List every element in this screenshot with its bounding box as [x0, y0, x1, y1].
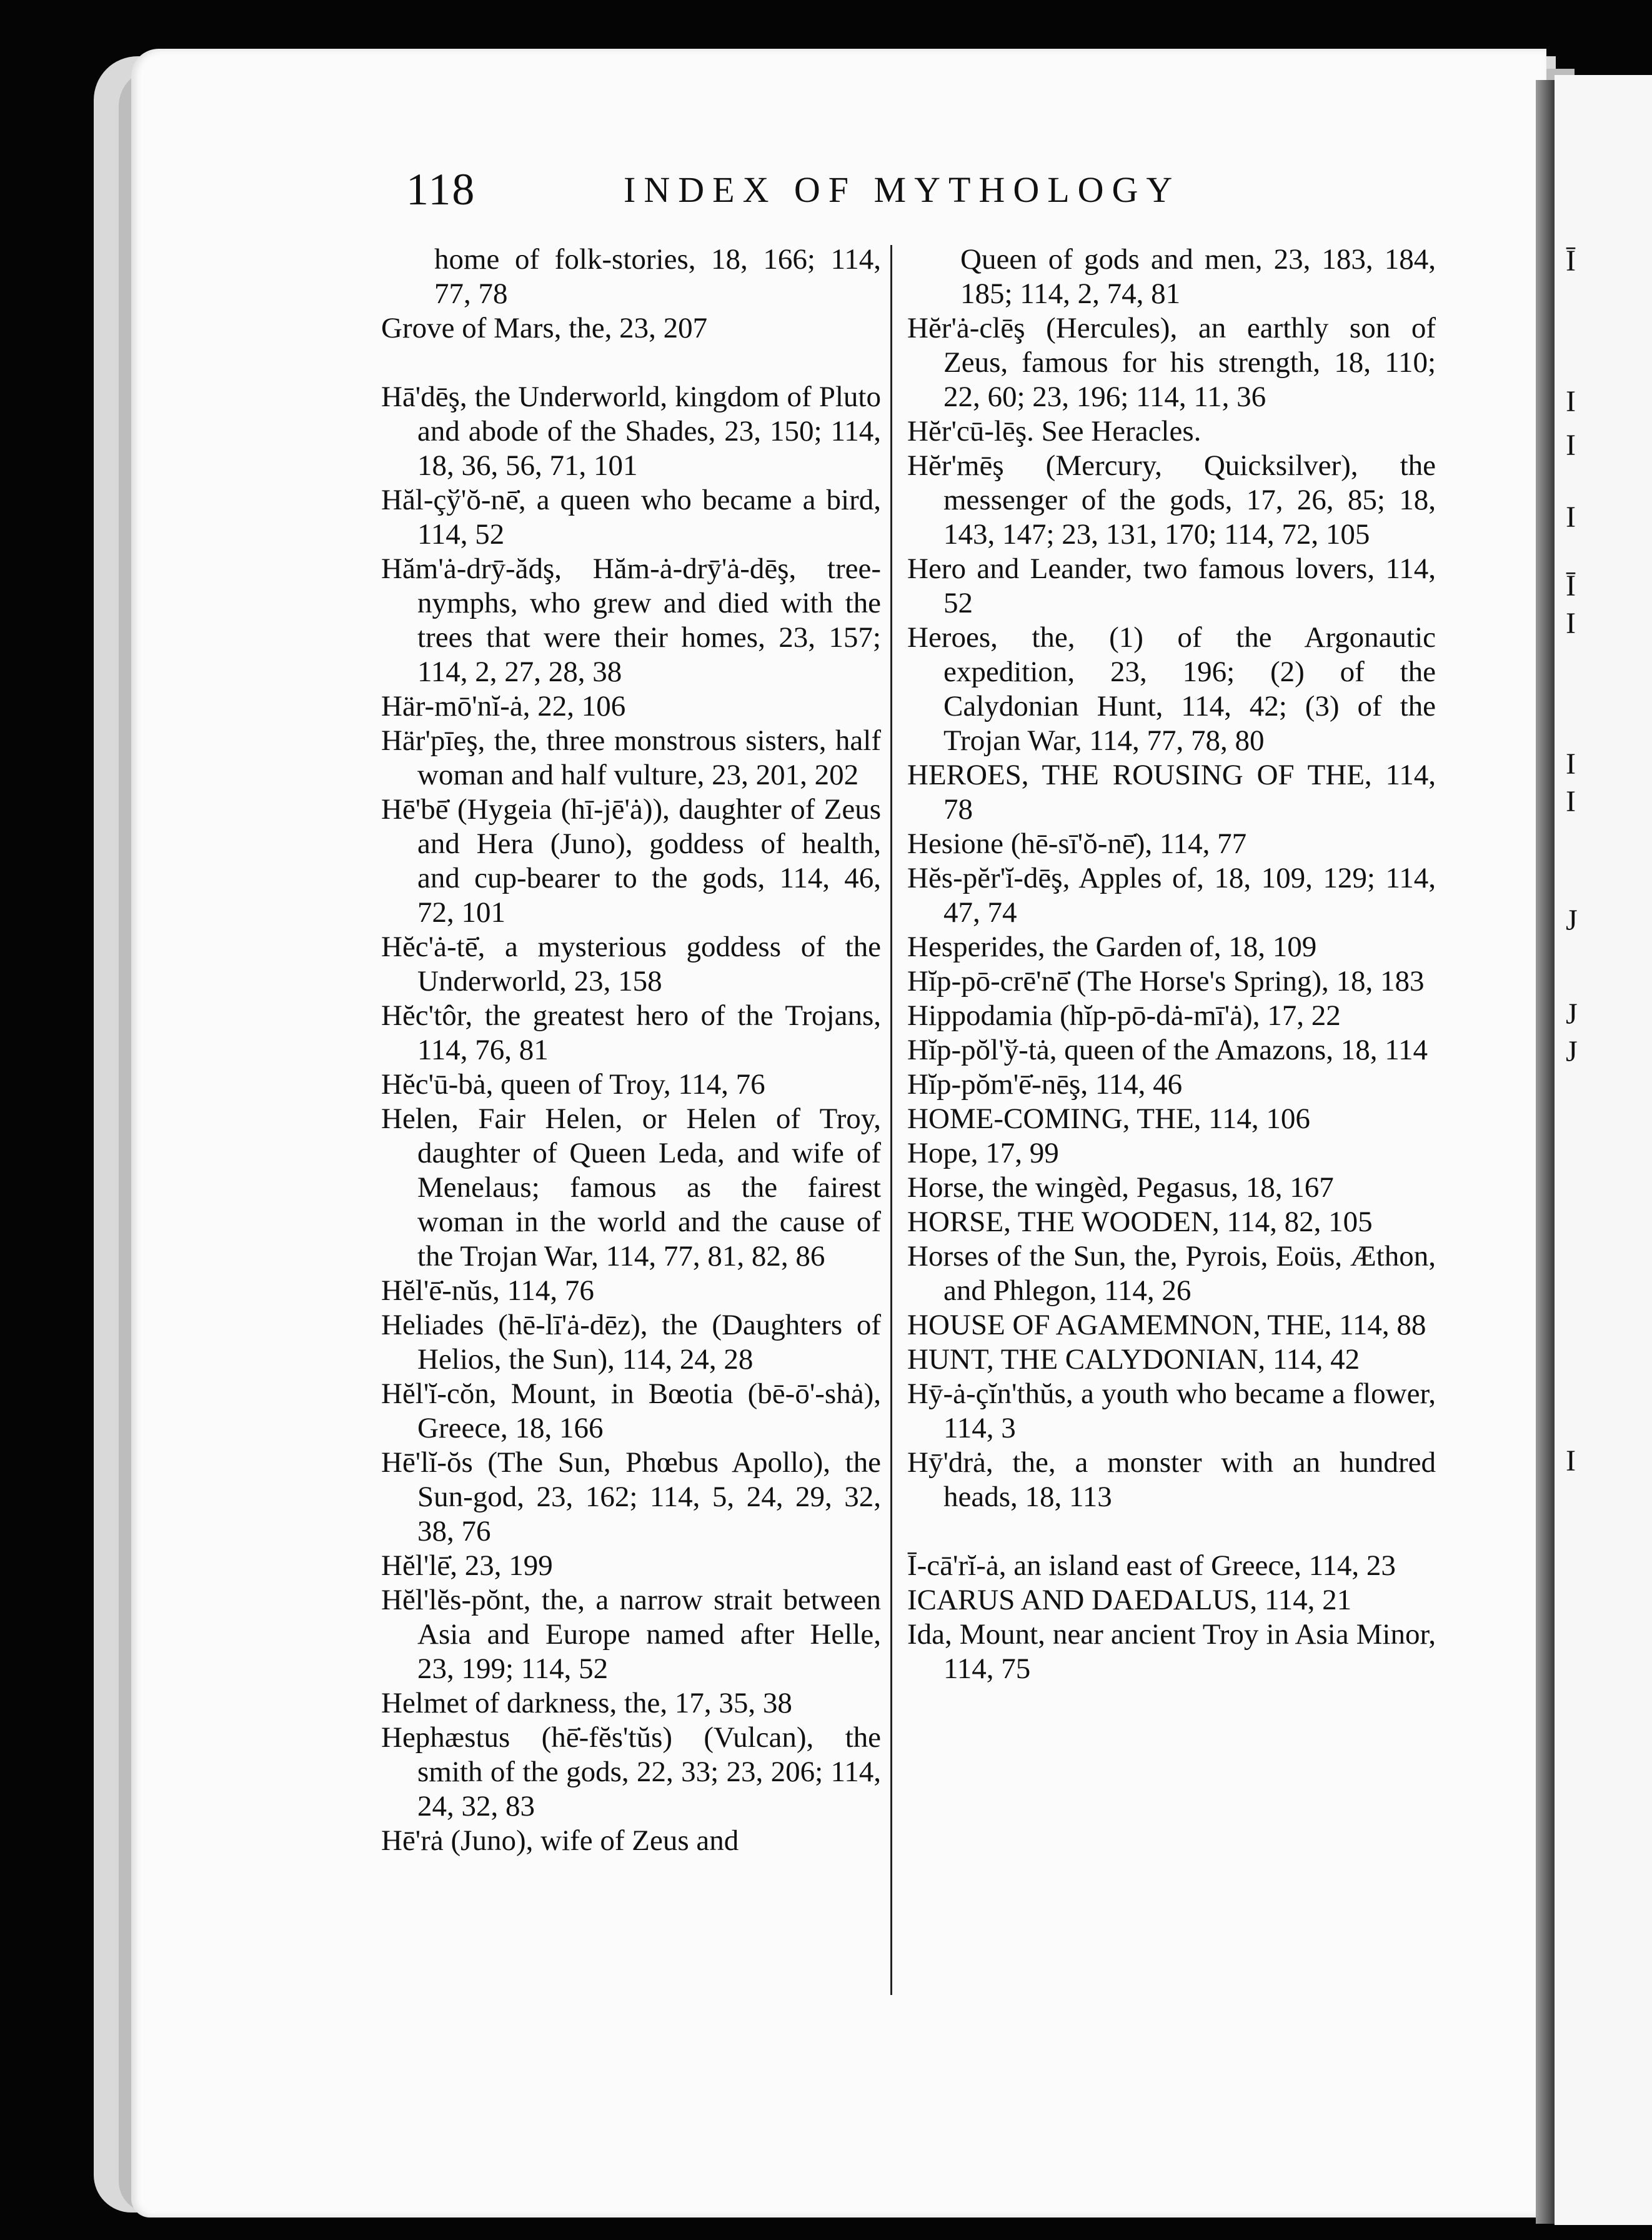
margin-fragment: I [1566, 385, 1576, 418]
index-entry: Hĕc'tôr, the greatest hero of the Trojans, 114, 76, 81 [381, 999, 881, 1066]
margin-fragment: Ī [1566, 244, 1576, 278]
index-entry: Hā'dēş, the Underworld, kingdom of Pluto and abode of the Shades, 23, 150; 114, 18, 36, 56, 71, 101 [381, 381, 881, 482]
index-entry: Queen of gods and men, 23, 183, 184, 185; 114, 2, 74, 81 [960, 243, 1436, 310]
margin-fragment: Ī [1566, 569, 1576, 602]
index-entry: Hē'rȧ (Juno), wife of Zeus and [381, 1824, 739, 1857]
index-entry: HOUSE OF AGAMEMNON, THE, 114, 88 [907, 1309, 1426, 1341]
margin-fragment: I [1566, 501, 1576, 534]
margin-fragment: I [1566, 1444, 1576, 1478]
index-entry: Ī-cā'rĭ-ȧ, an island east of Greece, 114, 23 [907, 1549, 1396, 1582]
margin-fragment: I [1566, 607, 1576, 640]
index-entry: Hĭp-pŏl'ў-tȧ, queen of the Amazons, 18, 114 [907, 1034, 1428, 1066]
index-entry: Hĕr'mēş (Mercury, Quicksilver), the messenger of the gods, 17, 26, 85; 18, 143, 147; 23, 131, 170; 114, 72, 105 [907, 449, 1436, 551]
margin-fragment: J [1566, 904, 1578, 937]
index-entry: HOME-COMING, THE, 114, 106 [907, 1102, 1310, 1135]
index-entry: Heliades (hē-lī'ȧ-dēz), the (Daughters of Helios, the Sun), 114, 24, 28 [381, 1309, 881, 1376]
index-entry: Hesione (hē-sī'ŏ-nē̇), 114, 77 [907, 828, 1247, 860]
index-entry: Hē'bē̇ (Hygeia (hī-jē'ȧ)), daughter of Zeus and Hera (Juno), goddess of health, and cup-bearer to the gods, 114, 46, 72, 101 [381, 793, 881, 929]
page-title: INDEX OF MYTHOLOGY [624, 169, 1181, 210]
margin-fragment: I [1566, 748, 1576, 781]
index-entry: Hĕl'ē̇-nŭs, 114, 76 [381, 1274, 594, 1307]
index-entry: Hephæstus (hē̇-fĕs'tŭs) (Vulcan), the smith of the gods, 22, 33; 23, 206; 114, 24, 32, 83 [381, 1721, 881, 1822]
index-entry: Hăm'ȧ-drȳ-ădş, Hăm-ȧ-drȳ'ȧ-dēş, tree-nymphs, who grew and died with the trees that were their homes, 23, 157; 114, 2, 27, 28, 38 [381, 552, 881, 688]
index-entry: Hero and Leander, two famous lovers, 114, 52 [907, 552, 1436, 619]
index-entry: Hĕl'lē̇, 23, 199 [381, 1549, 553, 1582]
index-entry: Hĕr'ȧ-clēş (Hercules), an earthly son of Zeus, famous for his strength, 18, 110; 22, 60; 23, 196; 114, 11, 36 [907, 312, 1436, 413]
page-number: 118 [406, 164, 476, 214]
index-entry: Hȳ'drȧ, the, a monster with an hundred heads, 18, 113 [907, 1446, 1436, 1513]
margin-fragment: I [1566, 785, 1576, 818]
index-entry: Hĕs-pĕr'ĭ-dēş, Apples of, 18, 109, 129; 114, 47, 74 [907, 862, 1436, 929]
index-entry: Heroes, the, (1) of the Argonautic expedition, 23, 196; (2) of the Calydonian Hunt, 114, 42; (3) of the Trojan War, 114, 77, 78, 80 [907, 621, 1436, 757]
index-entry: HUNT, THE CALYDONIAN, 114, 42 [907, 1343, 1360, 1376]
index-entry: Horses of the Sun, the, Pyrois, Eoüs, Æthon, and Phlegon, 114, 26 [907, 1240, 1436, 1307]
index-entry: Grove of Mars, the, 23, 207 [381, 312, 708, 344]
index-entry: home of folk-stories, 18, 166; 114, 77, 78 [434, 243, 881, 310]
index-entry: Hĕl'lĕs-pŏnt, the, a narrow strait between Asia and Europe named after Helle, 23, 199; 114, 52 [381, 1584, 881, 1685]
margin-fragment: J [1566, 1035, 1578, 1068]
margin-fragment: I [1566, 429, 1576, 462]
index-column-left [381, 242, 881, 1858]
page-gutter-shadow [1536, 80, 1555, 2224]
index-column-right [907, 242, 1436, 1686]
facing-page-strip [1555, 75, 1652, 2225]
index-entry: Hesperides, the Garden of, 18, 109 [907, 931, 1317, 963]
index-entry: HORSE, THE WOODEN, 114, 82, 105 [907, 1206, 1373, 1238]
index-entry: HEROES, THE ROUSING OF THE, 114, 78 [907, 759, 1436, 826]
index-entry: Hĕl'ĭ-cŏn, Mount, in Bœotia (bē-ō'-shȧ), Greece, 18, 166 [381, 1378, 881, 1444]
column-divider [890, 245, 892, 1995]
index-entry: Helen, Fair Helen, or Helen of Troy, daughter of Queen Leda, and wife of Menelaus; famous as the fairest woman in the world and the cause of the Trojan War, 114, 77, 81, 82, 86 [381, 1102, 881, 1272]
index-entry: Ida, Mount, near ancient Troy in Asia Minor, 114, 75 [907, 1618, 1436, 1685]
index-entry: Här-mō'nĭ-ȧ, 22, 106 [381, 690, 626, 722]
index-entry: Hăl-çў'ŏ-nē̇, a queen who became a bird, 114, 52 [381, 484, 881, 551]
index-entry: Hȳ-ȧ-çĭn'thŭs, a youth who became a flower, 114, 3 [907, 1378, 1436, 1444]
index-entry: Hĕr'cū-lēş. See Heracles. [907, 415, 1202, 448]
index-entry: ICARUS AND DAEDALUS, 114, 21 [907, 1584, 1352, 1616]
index-entry: Hippodamia (hĭp-pō-dȧ-mī'ȧ), 17, 22 [907, 999, 1341, 1032]
index-entry: Hĕc'ȧ-tē̇, a mysterious goddess of the Underworld, 23, 158 [381, 931, 881, 998]
index-entry: Hope, 17, 99 [907, 1137, 1059, 1169]
index-entry: Hĭp-pō-crē'nē̇ (The Horse's Spring), 18, 183 [907, 965, 1425, 998]
page-header [406, 164, 1231, 214]
index-entry: Hĭp-pŏm'ē̇-nēş, 114, 46 [907, 1068, 1183, 1101]
margin-fragment: J [1566, 998, 1578, 1031]
index-entry: Helmet of darkness, the, 17, 35, 38 [381, 1687, 792, 1719]
index-entry: Här'pīeş, the, three monstrous sisters, half woman and half vulture, 23, 201, 202 [381, 724, 881, 791]
index-entry: Horse, the wingèd, Pegasus, 18, 167 [907, 1171, 1334, 1204]
index-entry: Hē'lĭ-ŏs (The Sun, Phœbus Apollo), the Sun-god, 23, 162; 114, 5, 24, 29, 32, 38, 76 [381, 1446, 881, 1548]
index-entry: Hĕc'ū-bȧ, queen of Troy, 114, 76 [381, 1068, 765, 1101]
